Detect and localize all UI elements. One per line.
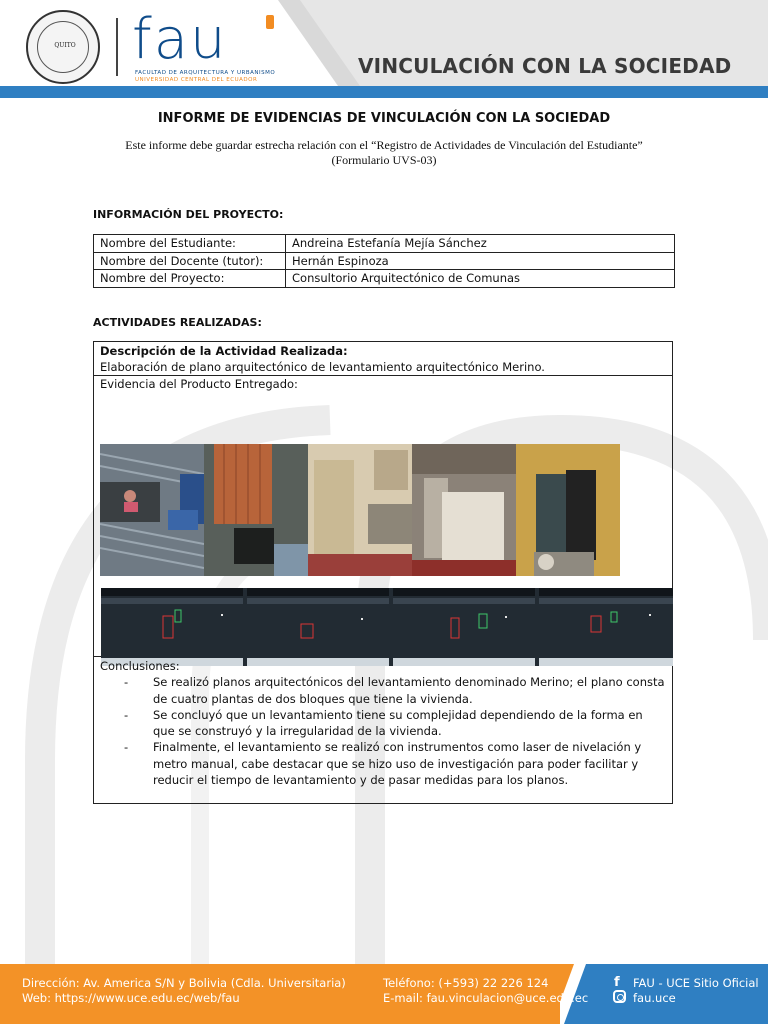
conclusions-list [124,674,666,788]
description-text: Elaboración de plano arquitectónico de levantamiento arquitectónico Merino. [100,360,545,374]
evidence-label: Evidencia del Producto Entregado: [100,377,298,391]
facebook-icon: f [614,975,620,990]
project-section-label: INFORMACIÓN DEL PROYECTO: [93,208,284,221]
document-title: INFORME DE EVIDENCIAS DE VINCULACIÓN CON LA SOCIEDAD [157,111,611,126]
seal-text: QUITO [54,42,76,49]
project-info-table [93,234,675,288]
footer-email-link[interactable]: E-mail: fau.vinculacion@uce.edu.ec [383,991,589,1005]
table-row [94,235,675,253]
tutor-label: Nombre del Docente (tutor): [94,252,286,270]
activities-box [93,341,673,804]
header-blue-bar [0,86,768,98]
subtitle-line-2: (Formulario UVS-03) [331,153,437,167]
faculty-name: FACULTAD DE ARQUITECTURA Y URBANISMO [135,70,276,76]
evidence-cad-screenshots [101,588,673,666]
list-item: - Se concluyó que un levantamiento tiene su complejidad dependiendo de la forma en que se construyó y la irregularidad de la vivienda. [124,707,666,740]
subtitle-line-1: Este informe debe guardar estrecha relación con el “Registro de Actividades de Vinculación del Estudiante” [125,138,643,152]
footer-instagram-link[interactable]: fau.uce [633,991,676,1005]
tutor-value: Hernán Espinoza [286,252,675,270]
footer-facebook-link[interactable]: FAU - UCE Sitio Oficial [633,976,759,990]
instagram-icon [613,990,626,1003]
list-item: - Se realizó planos arquitectónicos del levantamiento denominado Merino; el plano consta de cuatro plantas de dos bloques que tiene la vivienda. [124,674,666,707]
student-label: Nombre del Estudiante: [94,235,286,253]
table-row [94,270,675,288]
conclusions-cell [94,657,672,803]
activities-section-label: ACTIVIDADES REALIZADAS: [93,316,262,329]
footer-phone: Teléfono: (+593) 22 226 124 [383,976,549,990]
description-label: Descripción de la Actividad Realizada: [100,344,348,358]
university-seal-logo [26,10,100,84]
fau-logo: fau [132,7,228,72]
evidence-photo-kitchen [308,444,412,576]
fau-logo-accent [266,15,274,29]
evidence-photo-room [412,444,516,576]
conclusions-label: Conclusiones: [100,659,180,673]
evidence-photo-door [516,444,620,576]
project-value: Consultorio Arquitectónico de Comunas [286,270,675,288]
evidence-photo-wall [204,444,308,576]
header-title: VINCULACIÓN CON LA SOCIEDAD [358,54,732,78]
project-label: Nombre del Proyecto: [94,270,286,288]
document-subtitle [84,138,684,168]
evidence-photo-roof [100,444,204,576]
footer-web-link[interactable]: Web: https://www.uce.edu.ec/web/fau [22,991,240,1005]
university-name: UNIVERSIDAD CENTRAL DEL ECUADOR [135,77,258,83]
evidence-cell [94,376,672,657]
page-header [0,0,768,98]
header-divider [116,18,118,76]
footer-address: Dirección: Av. America S/N y Bolivia (Cdla. Universitaria) [22,976,346,990]
table-row [94,252,675,270]
list-item: - Finalmente, el levantamiento se realizó con instrumentos como laser de nivelación y metro manual, cabe destacar que se hizo uso de investigación para poder facilitar y reducir el tiempo de levantamiento y de pasar medidas para los planos. [124,739,666,788]
activity-description-cell [94,342,672,376]
student-value: Andreina Estefanía Mejía Sánchez [286,235,675,253]
